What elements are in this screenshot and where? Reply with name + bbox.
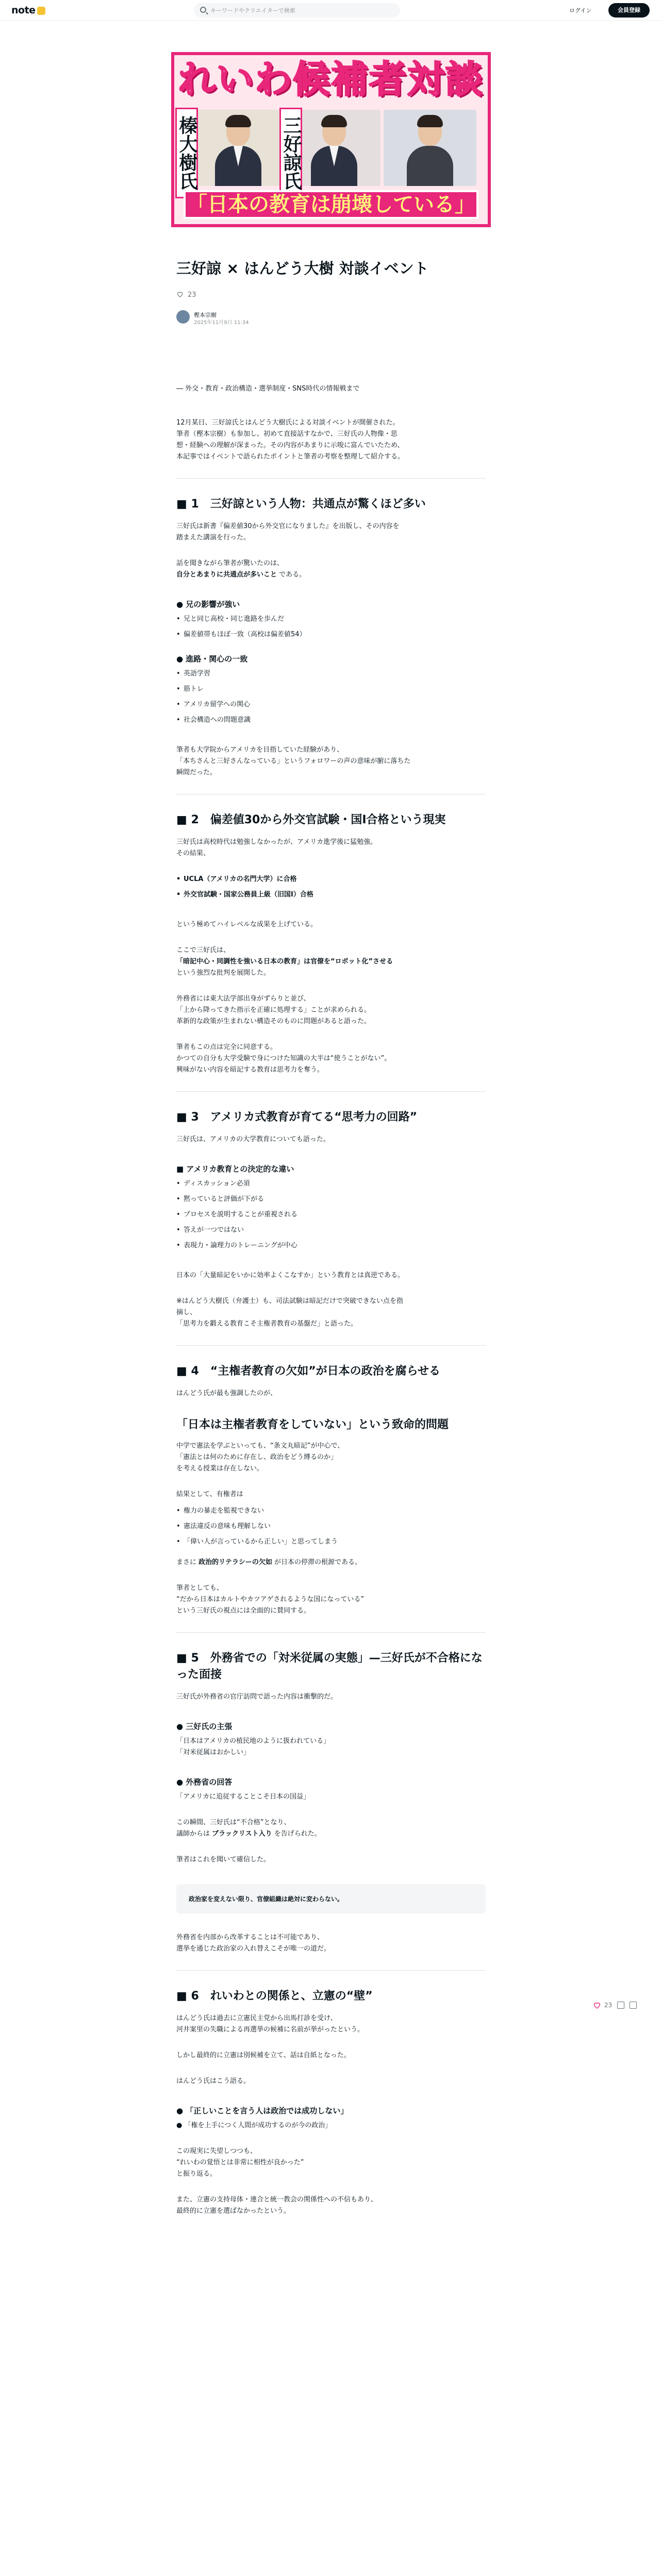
hero-name-right: 三好諒氏 (279, 108, 302, 198)
hero-subtitle: 「日本の教育は崩壊している」 (184, 190, 478, 219)
publish-date: 2025年11月9日 11:34 (194, 320, 249, 326)
list-item: • 答えが一つではない (176, 1225, 486, 1236)
paragraph-head: 議師からは (176, 1830, 212, 1838)
subheading: ● 進路・関心の一致 (176, 654, 248, 664)
emphasis: 政治的リテラシーの欠如 (198, 1558, 272, 1566)
subheading: ● 兄の影響が強い (176, 600, 240, 609)
subheading: ■ アメリカ教育との決定的な違い (176, 1164, 294, 1174)
bookmark-icon[interactable] (617, 2002, 624, 2009)
paragraph: “だから日本はカルトやカツアゲされるような国になっている” (176, 1596, 365, 1603)
paragraph: ● 「権を上手につく人間が成功するのが今の政治」 (176, 2122, 332, 2129)
paragraph: 「上から降ってきた指示を正確に処理する」ことが求められる。 (176, 1006, 371, 1014)
hero-name-left: 榛大樹氏 (175, 108, 198, 198)
section-heading: ■ 1 三好諒という人物：共通点が驚くほど多い (176, 498, 426, 511)
paragraph: しかし最終的に立憲は別候補を立て、話は自紙となった。 (176, 2052, 351, 2059)
author-name[interactable]: 樫本宗樹 (194, 312, 217, 318)
avatar[interactable] (176, 310, 190, 324)
note-logo[interactable]: note (11, 5, 45, 16)
heart-icon[interactable] (176, 291, 184, 298)
paragraph: 筆者も大学院からアメリカを目指していた経験があり、 (176, 746, 344, 754)
paragraph: 外務省を内部から改革することは不可能であり、 (176, 1934, 324, 1941)
paragraph: かつての自分も大学受験で身につけた知識の大半は“使うことがない”。 (176, 1055, 391, 1062)
paragraph (176, 1828, 486, 1840)
section-heading: ■ 2 偏差値30から外交官試験・国I合格という現実 (176, 814, 446, 826)
quote: 「対米従属はおかしい」 (176, 1749, 251, 1756)
list (176, 874, 486, 901)
list-item: • 外交官試験・国家公務員上級（旧国I）合格 (176, 889, 486, 901)
paragraph: 興味がない内容を暗記する教育は思考力を奪う。 (176, 1066, 324, 1074)
search-input[interactable] (210, 3, 396, 18)
article-body (176, 383, 486, 2217)
article-title: 三好諒 × はんどう大樹 対談イベント (176, 260, 429, 277)
paragraph: 河井案里の失職による再選挙の候補に名前が挙がったという。 (176, 2026, 365, 2033)
list-item: • 表現力・論理力のトレーニングが中心 (176, 1240, 486, 1251)
hero-title: れいわ候補者対談 (178, 58, 484, 101)
author-info[interactable] (176, 310, 486, 326)
paragraph: 三好氏は高校時代は勉強しなかったが、アメリカ進学後に猛勉強。 (176, 838, 377, 846)
paragraph-head: まさに (176, 1558, 199, 1566)
list-item: • 英語学習 (176, 668, 486, 680)
floating-actions (593, 2001, 640, 2012)
lead-text: ― 外交・教育・政治構造・選挙制度・SNS時代の情報戦まで (176, 385, 360, 393)
paragraph: 外務省には東大法学部出身がずらりと並び、 (176, 995, 310, 1003)
subheading: ● 「正しいことを言う人は政治では成功しない」 (176, 2106, 349, 2115)
top-navigation-bar (0, 0, 662, 21)
paragraph: 踏まえた講演を行った。 (176, 534, 251, 541)
paragraph: 三好氏が外務省の官庁訪問で語った内容は衝撃的だ。 (176, 1693, 338, 1701)
paragraph: はんどう氏は過去に立憲民主党から出馬打診を受け、 (176, 2014, 337, 2022)
paragraph: 三好氏は新書『偏差値30から外交官になりました』を出版し、その内容を (176, 522, 400, 530)
intro-line: 12月某日、三好諒氏とはんどう大樹氏による対談イベントが開催された。 (176, 419, 400, 427)
paragraph: 結果として、有権者は (176, 1490, 243, 1498)
paragraph: ここで三好氏は、 (176, 946, 230, 954)
paragraph: 選挙を通じた政治家の入れ替えこそが唯一の道だ。 (176, 1945, 331, 1953)
paragraph: 「思考力を鍛える教育こそ主権者教育の基盤だ」と語った。 (176, 1320, 358, 1328)
paragraph: ※はんどう大樹氏（弁護士）も、司法試験は暗記だけで突破できない点を指 (176, 1297, 403, 1305)
list-item: • 権力の暴走を監視できない (176, 1505, 486, 1517)
article (176, 258, 486, 2217)
paragraph: 筆者としても、 (176, 1584, 224, 1592)
paragraph (176, 1557, 486, 1568)
emphasis: 自分とあまりに共通点が多いこと (176, 571, 277, 579)
paragraph-tail: である。 (277, 571, 306, 579)
register-button[interactable]: 会員登録 (608, 3, 650, 18)
intro-line: 筆者（樫本宗樹）も参加し、初めて直接話すなかで、三好氏の人物像・思 (176, 430, 398, 438)
list-item: • 偏差値帯もほぼ一致（高校は偏差値54） (176, 629, 486, 640)
paragraph: 革新的な政策が生まれない構造そのものに問題があると語った。 (176, 1018, 371, 1025)
paragraph: 「本ちさんと三好さんなっている」というフォロワーの声の意味が腑に落ちた (176, 757, 411, 765)
share-icon[interactable] (630, 2002, 637, 2009)
paragraph: と振り返る。 (176, 2170, 217, 2178)
list-item: • 「偉い人が言っているから正しい」と思ってしまう (176, 1536, 486, 1548)
paragraph: はんどう氏が最も強調したのが、 (176, 1389, 277, 1397)
list (176, 614, 486, 640)
floating-like-count: 23 (604, 2002, 613, 2009)
heart-icon[interactable] (593, 2001, 601, 2009)
divider (176, 478, 486, 479)
list-item: • ディスカッション必須 (176, 1178, 486, 1190)
section-heading: ■ 5 外務省での「対米従属の実態」—三好氏が不合格になった面接 (176, 1652, 483, 1681)
paragraph: その結果、 (176, 850, 210, 857)
paragraph: という極めてハイレベルな成果を上げている。 (176, 921, 318, 928)
section-heading: ■ 6 れいわとの関係と、立憲の“壁” (176, 1990, 373, 2003)
list-item: • 黙っていると評価が下がる (176, 1194, 486, 1205)
list-item: • UCLA（アメリカの名門大学）に合格 (176, 874, 486, 885)
list-item: • 社会構造への問題意識 (176, 715, 486, 726)
list (176, 1505, 486, 1548)
search-box[interactable] (194, 3, 400, 18)
paragraph-tail: を告げられた。 (272, 1830, 321, 1838)
paragraph: “れいわの覚悟とは非常に相性が良かった” (176, 2159, 304, 2166)
like-count[interactable] (176, 291, 486, 301)
emphasis: 「暗記中心・同調性を強いる日本の教育」は官僚を“ロボット化”させる (176, 958, 393, 965)
callout-box: 政治家を変えない限り、官僚組織は絶対に変わらない。 (176, 1884, 486, 1913)
hero-frame (171, 52, 491, 227)
paragraph: を考える授業は存在しない。 (176, 1465, 264, 1472)
paragraph (176, 569, 486, 581)
divider (176, 1632, 486, 1633)
quote: 「日本はアメリカの植民地のように扱われている」 (176, 1737, 330, 1745)
paragraph: という三好氏の視点には全面的に賛同する。 (176, 1607, 311, 1615)
search-icon (200, 7, 206, 13)
list-item: • アメリカ留学への関心 (176, 699, 486, 710)
paragraph: 摘し、 (176, 1309, 197, 1316)
paragraph: 筆者もこの点は完全に同意する。 (176, 1043, 277, 1051)
paragraph-tail: が日本の停滞の根源である。 (272, 1558, 362, 1566)
intro-line: 本記事ではイベントで語られたポイントと筆者の考察を整理して紹介する。 (176, 453, 405, 461)
logo-badge-icon (37, 7, 45, 15)
quote: 「アメリカに追従することこそ日本の国益」 (176, 1793, 310, 1801)
login-link[interactable]: ログイン (569, 7, 592, 14)
divider (176, 1970, 486, 1971)
list (176, 1178, 486, 1251)
emphasis: ブラックリスト入り (212, 1830, 272, 1838)
divider (176, 1345, 486, 1346)
paragraph: 筆者はこれを聞いて確信した。 (176, 1856, 271, 1863)
paragraph: この瞬間、三好氏は“不合格”となり、 (176, 1819, 291, 1826)
list (176, 668, 486, 726)
paragraph: 三好氏は、アメリカの大学教育についても語った。 (176, 1136, 330, 1143)
paragraph: この現実に失望しつつも、 (176, 2147, 257, 2155)
paragraph: 中学で憲法を学ぶといっても、“条文丸暗記”が中心で、 (176, 1442, 344, 1450)
subheading: ● 外務省の回答 (176, 1777, 233, 1787)
list-item: • 憲法違反の意味も理解しない (176, 1521, 486, 1532)
subheading: ● 三好氏の主張 (176, 1722, 233, 1731)
section-heading: ■ 3 アメリカ式教育が育てる“思考力の回路” (176, 1111, 418, 1124)
paragraph: また、立憲の支持母体・連合と統一教会の関係性への不信もあり、 (176, 2196, 378, 2204)
paragraph: 話を聞きながら筆者が驚いたのは、 (176, 560, 284, 567)
intro-line: 想・経験への理解が深まった。その内容があまりに示唆に富んでいたため、 (176, 442, 404, 449)
list-item: • プロセスを説明することが重視される (176, 1209, 486, 1221)
hero-image (171, 52, 491, 227)
divider (176, 1091, 486, 1092)
paragraph: 日本の「大量暗記をいかに効率よくこなすか」という教育とは真逆である。 (176, 1272, 405, 1279)
paragraph: はんどう氏はこう語る。 (176, 2077, 251, 2085)
list-item: • 兄と同じ高校・同じ進路を歩んだ (176, 614, 486, 625)
section-heading: ■ 4 “主権者教育の欠如”が日本の政治を腐らせる (176, 1365, 441, 1378)
subheading-large: 「日本は主権者教育をしていない」という致命的問題 (176, 1418, 449, 1431)
paragraph: という強烈な批判を展開した。 (176, 969, 271, 977)
like-count-value: 23 (188, 291, 196, 299)
paragraph: 瞬間だった。 (176, 769, 217, 776)
paragraph: 「憲法とは何のために存在し、政治をどう縛るのか」 (176, 1453, 338, 1461)
list-item: • 筋トレ (176, 684, 486, 695)
paragraph: 最終的に立憲を選ばなかったという。 (176, 2207, 291, 2215)
